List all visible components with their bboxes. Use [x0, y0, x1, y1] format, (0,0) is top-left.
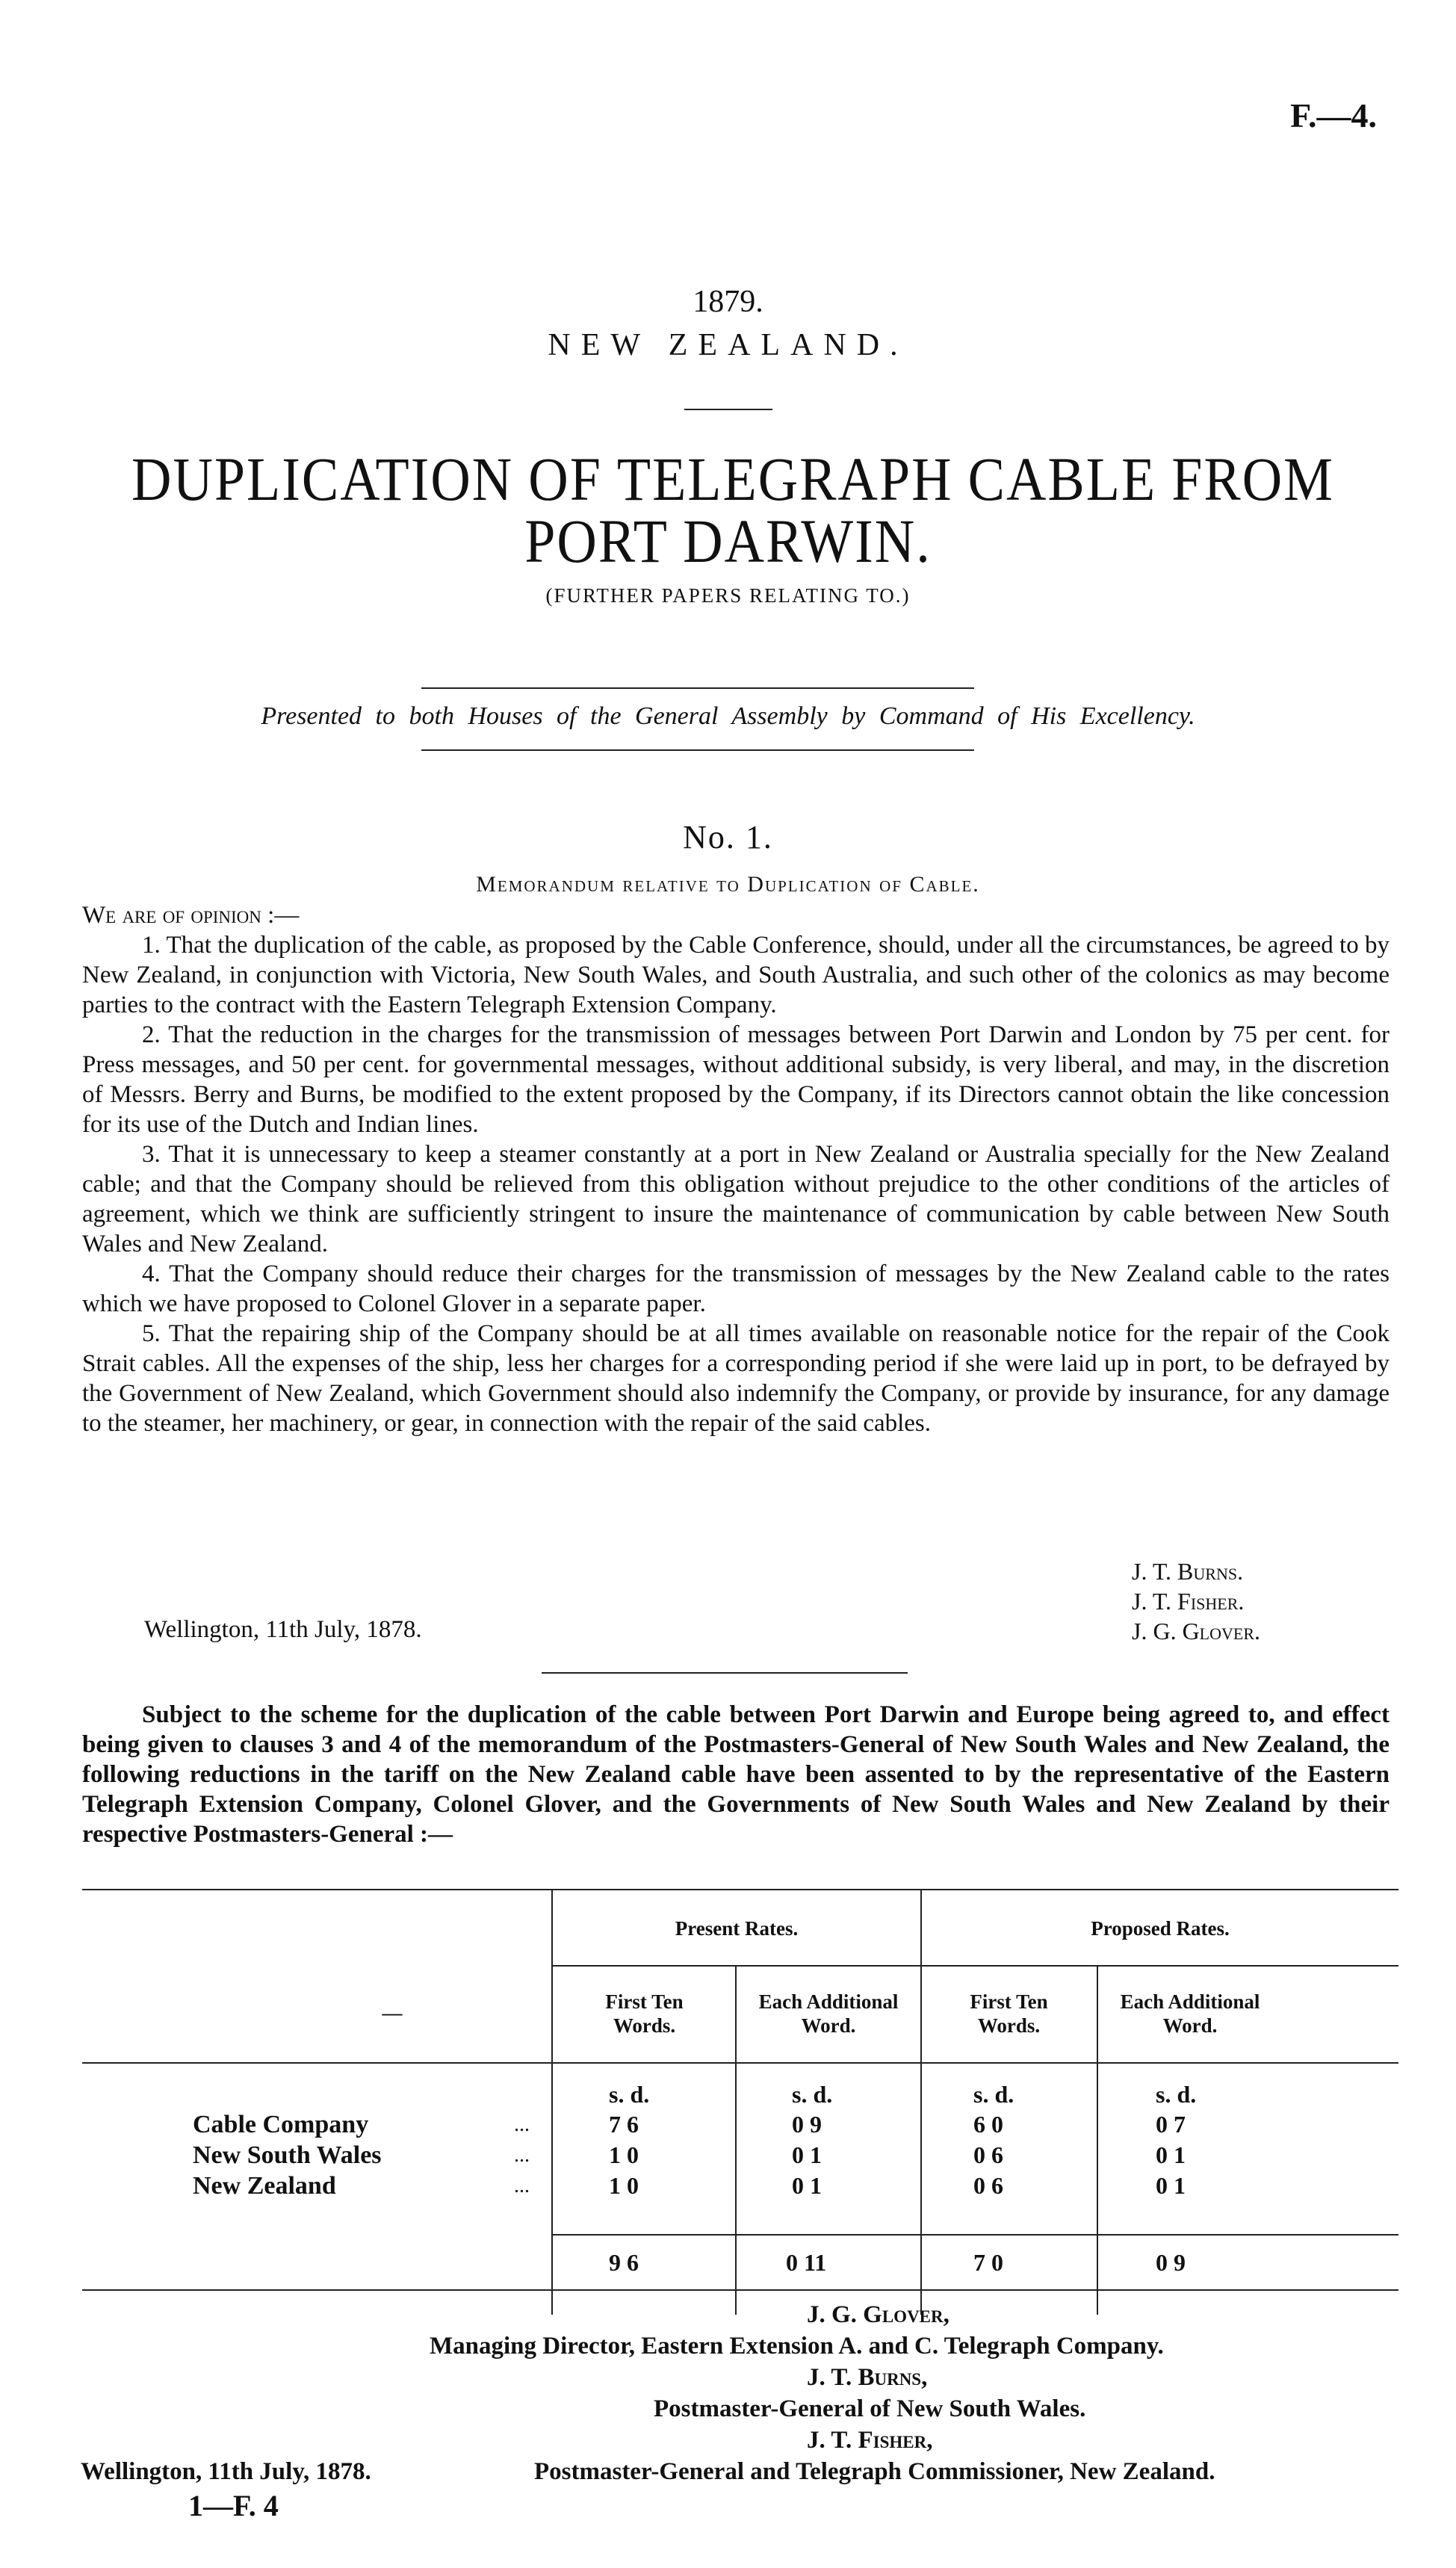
page-title-line-1 [131, 445, 1334, 516]
unit-label: s. d. [973, 2081, 1014, 2108]
signatory-name: J. G. Glover, [807, 2301, 950, 2328]
rate-cell: 0 9 [792, 2111, 822, 2138]
unit-label: s. d. [792, 2081, 833, 2108]
table-rule-vertical [551, 1889, 553, 2315]
rate-cell: 0 6 [973, 2141, 1003, 2168]
rate-cell: 0 1 [1156, 2172, 1186, 2199]
row-leader: ... [514, 2144, 530, 2167]
rate-cell: 0 6 [973, 2172, 1003, 2199]
col-header: Each Additional Word. [758, 1990, 899, 2037]
table-rule-bottom [82, 2289, 1398, 2291]
row-label: Cable Company [193, 2111, 369, 2138]
col-header: First Ten Words. [970, 1990, 1048, 2037]
title-word: FROM [1171, 445, 1334, 514]
memo-point: 5. That the repairing ship of the Company should be at all times available on reasonable notice for the repair of the Cook Strait cables. All the expenses of the ship, less her charges for a corresponding period if she were laid up in port, to be defrayed by the Government of New Zealand, which Government should also indemnify the Company, or provide by insurance, for any damage to the steamer, her machinery, or gear, in connection with the repair of the said cables. [82, 1320, 1390, 1437]
title-word: DUPLICATION [131, 445, 514, 514]
group-header-present: Present Rates. [675, 1917, 799, 1940]
table-rule-header [82, 2062, 1398, 2064]
memo-body [82, 900, 1390, 1438]
col-header: Each Additional Word. [1120, 1990, 1260, 2037]
divider-rule [542, 1672, 908, 1674]
document-number: No. 1. [683, 819, 773, 856]
row-label: New Zealand [193, 2172, 336, 2200]
page-subtitle: (FURTHER PAPERS RELATING TO.) [545, 584, 911, 607]
memo-opening: We are of opinion :— [82, 902, 300, 929]
closing-date-place: Wellington, 11th July, 1878. [81, 2458, 371, 2485]
row-leader: ... [514, 2113, 530, 2136]
divider-rule [421, 687, 974, 689]
year: 1879. [693, 285, 763, 319]
memo-signatories [1132, 1556, 1260, 1646]
unit-label: s. d. [609, 2081, 650, 2108]
rate-cell: 7 6 [609, 2111, 639, 2138]
country: NEW ZEALAND. [548, 328, 908, 362]
title-word: TELEGRAPH [616, 445, 953, 514]
rate-cell: 6 0 [973, 2111, 1003, 2138]
unit-label: s. d. [1156, 2081, 1197, 2108]
tariff-intro-paragraph: Subject to the scheme for the duplication of the cable between Port Darwin and Europe being agreed to, and effect being given to clauses 3 and 4 of the memorandum of the Postmasters-General of New South Wales and New Zealand, the following reductions in the tariff on the New Zealand cable have been assented to by the representative of the Eastern Telegraph Extension Company, Colonel Glover, and the Governments of New South Wales and New Zealand by their respective Postmasters-General :— [82, 1701, 1390, 1848]
table-rule-vertical [920, 1889, 922, 2315]
closing-name [807, 2364, 927, 2392]
row-leader: ... [514, 2174, 530, 2197]
memo-point: 3. That it is unnecessary to keep a steamer constantly at a port in New Zealand or Australia specially for the New Zealand cable; and that the Company should be relieved from this obligation without prejudice to the other conditions of the articles of agreement, which we think are sufficiently stringent to insure the maintenance of communication by cable between New South Wales and New Zealand. [82, 1141, 1390, 1257]
memo-date-place: Wellington, 11th July, 1878. [144, 1616, 422, 1643]
table-rule-group [551, 1965, 1398, 1967]
total-cell: 7 0 [973, 2249, 1003, 2276]
col-header: First Ten Words. [605, 1990, 684, 2037]
rate-cell: 1 0 [609, 2172, 639, 2199]
page-title-line-2: PORT DARWIN. [524, 507, 932, 576]
rate-cell: 0 7 [1156, 2111, 1186, 2138]
group-header-proposed: Proposed Rates. [1091, 1917, 1230, 1940]
rate-cell: 1 0 [609, 2141, 639, 2168]
memo-point: 4. That the Company should reduce their charges for the transmission of messages by the New Zealand cable to the rates which we have proposed to Colonel Glover in a separate paper. [82, 1260, 1390, 1317]
total-cell: 9 6 [609, 2249, 639, 2276]
signatory: J. T. Burns. [1132, 1558, 1244, 1585]
closing-title: Postmaster-General and Telegraph Commissioner, New Zealand. [534, 2458, 1215, 2485]
table-dash: — [382, 2002, 403, 2024]
page-reference: F.—4. [1290, 96, 1377, 134]
presentation-line: Presented to both Houses of the General Assembly by Command of His Excellency. [261, 702, 1195, 730]
title-word: CABLE [967, 445, 1157, 514]
memo-heading: Memorandum relative to Duplication of Cable. [476, 872, 980, 897]
closing-title: Postmaster-General of New South Wales. [654, 2395, 1086, 2422]
total-cell: 0 9 [1156, 2249, 1186, 2276]
signatory: J. T. Fisher. [1132, 1588, 1245, 1615]
row-label: New South Wales [193, 2141, 382, 2169]
closing-name [807, 2301, 950, 2329]
signatory-name: J. T. Fisher, [807, 2427, 933, 2454]
closing-title: Managing Director, Eastern Extension A. and C. Telegraph Company. [430, 2333, 1164, 2360]
rate-cell: 0 1 [792, 2141, 822, 2168]
footer-code: 1—F. 4 [188, 2489, 279, 2522]
signatory-name: J. T. Burns, [807, 2364, 928, 2391]
table-rule-top [82, 1889, 1398, 1890]
closing-name [807, 2427, 932, 2454]
memo-point: 1. That the duplication of the cable, as proposed by the Cable Conference, should, under all the circumstances, be agreed to by New Zealand, in conjunction with Victoria, New South Wales, and South Australia, and such other of the colonics as may become parties to the contract with the Eastern Telegraph Extension Company. [82, 932, 1390, 1018]
divider-rule [684, 409, 772, 410]
title-word: OF [528, 445, 602, 514]
rate-cell: 0 1 [792, 2172, 822, 2199]
rate-cell: 0 1 [1156, 2141, 1186, 2168]
total-cell: 0 11 [786, 2249, 827, 2276]
divider-rule [421, 749, 974, 751]
table-rule-totals [551, 2234, 1398, 2236]
signatory: J. G. Glover. [1132, 1618, 1260, 1645]
memo-point: 2. That the reduction in the charges for the transmission of messages between Port Darwin and London by 75 per cent. for Press messages, and 50 per cent. for governmental messages, without additional subsidy, is very liberal, and may, in the discretion of Messrs. Berry and Burns, be modified to the extent proposed by the Company, if its Directors cannot obtain the like concession for its use of the Dutch and Indian lines. [82, 1021, 1390, 1138]
